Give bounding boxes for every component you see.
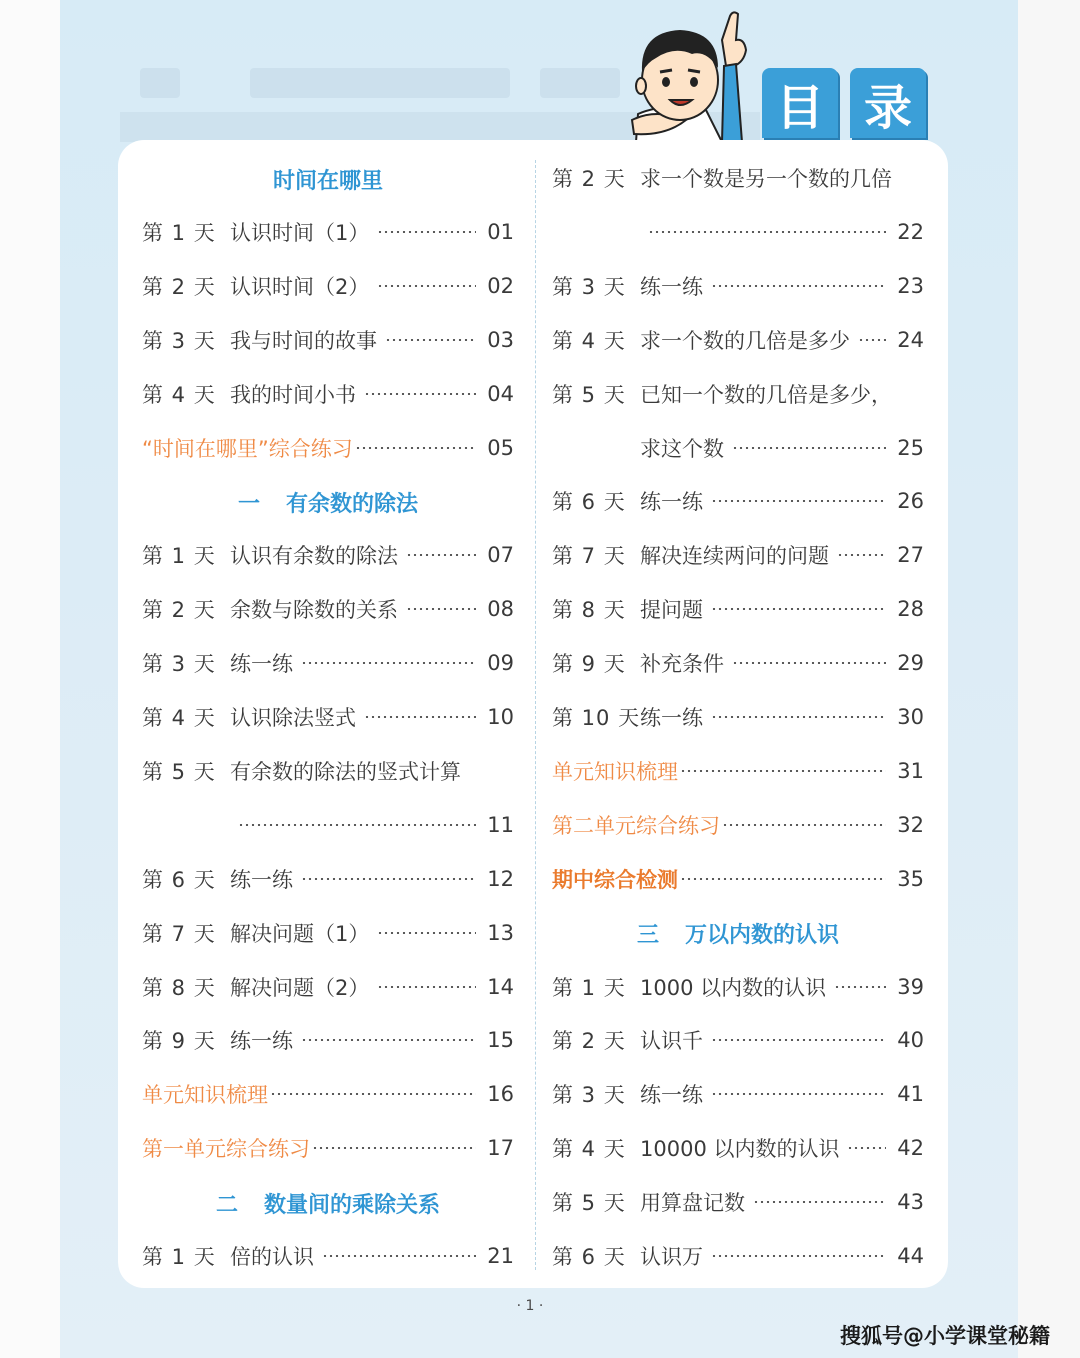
toc-topic: “时间在哪里”综合练习 [142,436,353,461]
toc-day: 第 3 天 [552,1083,626,1108]
toc-topic: 认识除法竖式 [230,706,356,730]
toc-day: 第 5 天 [552,382,626,407]
toc-topic: 我的时间小书 [230,382,356,407]
section-heading [142,160,514,198]
toc-leader-dots [301,1039,476,1041]
bleed-through-mark [540,68,620,98]
toc-leader-dots [732,447,886,449]
section-number: 三 [636,923,659,949]
toc-entry[interactable] [552,537,924,573]
toc-leader-dots [312,1147,476,1149]
scan-right-margin [1018,0,1080,1358]
toc-leader-dots [834,986,886,988]
toc-page: 42 [897,1136,924,1161]
toc-page: 44 [897,1244,924,1268]
toc-day: 第 6 天 [552,1245,626,1269]
title-char: 录 [850,68,926,138]
toc-entry[interactable] [142,915,514,951]
toc-page: 11 [487,812,514,837]
toc-entry[interactable] [142,537,514,573]
toc-entry[interactable] [142,645,514,681]
toc-leader-dots [406,608,476,610]
toc-topic: 单元知识梳理 [552,759,678,784]
toc-page: 23 [897,273,924,298]
toc-entry[interactable] [552,1184,924,1220]
toc-page: 15 [487,1028,514,1053]
toc-leader-dots [377,932,476,934]
toc-day: 第 7 天 [142,921,216,946]
toc-leader-dots [711,1039,886,1041]
toc-topic: 解决问题（1） [230,921,370,946]
toc-day: 第 6 天 [552,490,626,515]
toc-page: 26 [897,489,924,514]
toc-leader-dots [377,231,476,233]
toc-entry[interactable] [552,483,924,519]
toc-topic: 单元知识梳理 [142,1083,268,1108]
toc-entry[interactable] [142,322,514,358]
toc-topic: 1000 以内数的认识 [640,975,827,1000]
toc-day: 第 2 天 [142,274,216,299]
toc-entry[interactable] [552,214,924,250]
toc-topic: 有余数的除法的竖式计算 [230,759,461,784]
toc-entry[interactable] [552,645,924,681]
toc-leader-dots [364,716,476,718]
toc-topic: 练一练 [230,1029,293,1054]
toc-leader-dots [270,1093,476,1095]
toc-day: 第 4 天 [552,1137,626,1162]
toc-entry[interactable] [142,214,514,250]
toc-day: 第 1 天 [142,220,216,245]
toc-leader-dots [301,662,476,664]
toc-topic: 倍的认识 [230,1245,314,1269]
toc-page: 25 [897,435,924,460]
toc-page: 07 [487,543,514,568]
toc-topic: 练一练 [640,490,703,515]
toc-day: 第 5 天 [142,759,216,784]
toc-page: 04 [487,381,514,406]
toc-entry[interactable] [142,268,514,304]
toc-topic: 认识有余数的除法 [230,544,398,569]
toc-entry[interactable] [552,376,924,412]
toc-topic: 认识千 [640,1029,703,1054]
toc-leader-dots [837,554,886,556]
toc-day: 第 7 天 [552,544,626,569]
toc-leader-dots [406,554,476,556]
toc-page: 08 [487,597,514,622]
section-title: 时间在哪里 [272,168,383,194]
toc-entry[interactable] [142,376,514,412]
toc-leader-dots [364,393,476,395]
toc-leader-dots [711,285,886,287]
toc-leader-dots [847,1147,886,1149]
toc-day: 第 3 天 [142,652,216,677]
toc-leader-dots [322,1255,476,1257]
toc-topic: 求一个数是另一个数的几倍 [640,167,892,191]
toc-topic: 练一练 [230,867,293,892]
scan-left-margin [0,0,60,1358]
section-title: 数量间的乘除关系 [264,1192,441,1218]
toc-page: 22 [897,219,924,244]
bleed-through-mark [250,68,510,98]
toc-page: 43 [897,1190,924,1215]
section-heading [142,1184,514,1222]
toc-page: 01 [487,219,514,244]
toc-leader-dots [711,608,886,610]
toc-page: 39 [897,974,924,999]
toc-topic: 余数与除数的关系 [230,598,398,623]
toc-leader-dots [711,1255,886,1257]
toc-topic: 练一练 [230,652,293,677]
toc-page: 27 [897,543,924,568]
toc-entry[interactable] [142,591,514,627]
toc-entry[interactable] [552,268,924,304]
toc-entry[interactable] [142,861,514,897]
toc-page: 09 [487,651,514,676]
toc-page: 13 [487,920,514,945]
toc-day: 第 3 天 [142,328,216,353]
bleed-through-mark [140,68,180,98]
toc-day: 第 3 天 [552,274,626,299]
toc-topic: 解决问题（2） [230,975,370,1000]
toc-entry[interactable] [142,1130,514,1166]
toc-entry[interactable] [142,430,514,466]
toc-entry[interactable] [142,1022,514,1058]
toc-leader-dots [722,824,886,826]
toc-day: 第 1 天 [142,1245,216,1269]
toc-topic: 解决连续两问的问题 [640,544,829,569]
toc-page: 12 [487,866,514,891]
title-char: 目 [762,68,838,138]
toc-leader-dots [648,231,886,233]
section-number: 一 [237,491,260,517]
toc-page: 21 [487,1244,514,1268]
toc-day: 第 2 天 [552,167,626,191]
section-heading [552,915,924,953]
toc-leader-dots [377,986,476,988]
toc-entry[interactable] [552,430,924,466]
toc-leader-dots [377,285,476,287]
toc-page: 30 [897,705,924,729]
toc-page: 40 [897,1028,924,1053]
watermark: 搜狐号@小学课堂秘籍 [840,1324,1050,1348]
toc-topic: 10000 以内数的认识 [640,1137,840,1162]
toc-page: 16 [487,1082,514,1107]
toc-entry[interactable] [552,969,924,1005]
toc-page: 14 [487,974,514,999]
page-number: · 1 · [516,1298,544,1314]
toc-leader-dots [301,878,476,880]
toc-entry[interactable] [552,1076,924,1112]
toc-leader-dots [711,500,886,502]
toc-day: 第 1 天 [142,544,216,569]
toc-day: 第 4 天 [552,328,626,353]
toc-entry[interactable] [552,1238,924,1274]
toc-topic: 求一个数的几倍是多少 [640,328,850,353]
toc-entry[interactable] [142,699,514,735]
toc-day: 第 2 天 [552,1029,626,1054]
toc-leader-dots [753,1201,886,1203]
toc-topic: 用算盘记数 [640,1191,745,1216]
column-divider [535,160,536,1270]
toc-topic: 认识时间（2） [230,274,370,299]
section-title: 有余数的除法 [286,491,419,517]
toc-entry[interactable] [552,1022,924,1058]
toc-entry[interactable] [142,969,514,1005]
toc-topic: 我与时间的故事 [230,328,377,353]
toc-day: 第 4 天 [142,706,216,730]
toc-topic: 求这个数 [640,436,724,461]
toc-page: 10 [487,705,514,729]
toc-entry[interactable] [552,160,924,196]
toc-entry[interactable] [552,699,924,735]
toc-leader-dots [680,878,886,880]
toc-topic: 认识万 [640,1245,703,1269]
toc-leader-dots [238,824,476,826]
toc-page: 35 [897,866,924,891]
toc-entry[interactable] [142,1076,514,1112]
toc-topic: 第一单元综合练习 [142,1137,310,1162]
toc-day: 第 6 天 [142,867,216,892]
toc-topic: 已知一个数的几倍是多少， [640,382,892,407]
toc-day: 第 8 天 [142,975,216,1000]
toc-page: 03 [487,327,514,352]
toc-page: 02 [487,273,514,298]
toc-entry[interactable] [552,1130,924,1166]
toc-page: 28 [897,597,924,622]
toc-day: 第 9 天 [142,1029,216,1054]
toc-day: 第 1 天 [552,975,626,1000]
mascot-boy-illustration [626,10,750,142]
toc-page: 24 [897,327,924,352]
toc-topic: 第二单元综合练习 [552,813,720,838]
toc-day: 第 9 天 [552,652,626,677]
toc-topic: 练一练 [640,706,703,730]
toc-page: 17 [487,1136,514,1161]
toc-leader-dots [858,339,886,341]
toc-leader-dots [711,716,886,718]
toc-entry[interactable] [552,753,924,789]
toc-page: 05 [487,435,514,460]
toc-page: 29 [897,651,924,676]
toc-entry[interactable] [552,591,924,627]
section-number: 二 [215,1192,238,1218]
toc-leader-dots [711,1093,886,1095]
section-title: 万以内数的认识 [685,923,840,949]
toc-page: 41 [897,1082,924,1107]
toc-topic: 提问题 [640,598,703,623]
toc-page: 31 [897,758,924,783]
toc-entry[interactable] [552,807,924,843]
toc-topic: 练一练 [640,274,703,299]
toc-leader-dots [355,447,476,449]
toc-day: 第 5 天 [552,1191,626,1216]
toc-leader-dots [732,662,886,664]
toc-leader-dots [385,339,476,341]
toc-topic: 练一练 [640,1083,703,1108]
toc-entry[interactable] [142,807,514,843]
toc-page: 32 [897,812,924,837]
toc-topic: 认识时间（1） [230,220,370,245]
toc-topic: 补充条件 [640,652,724,677]
section-heading [142,483,514,521]
toc-leader-dots [680,770,886,772]
toc-entry[interactable] [552,322,924,358]
toc-entry[interactable] [552,861,924,897]
toc-day: 第 10 天 [552,706,641,730]
toc-day: 第 4 天 [142,382,216,407]
toc-day: 第 2 天 [142,598,216,623]
contents-title [762,68,926,138]
toc-day: 第 8 天 [552,598,626,623]
toc-topic: 期中综合检测 [552,867,678,892]
toc-entry[interactable] [142,753,514,789]
toc-entry[interactable] [142,1238,514,1274]
